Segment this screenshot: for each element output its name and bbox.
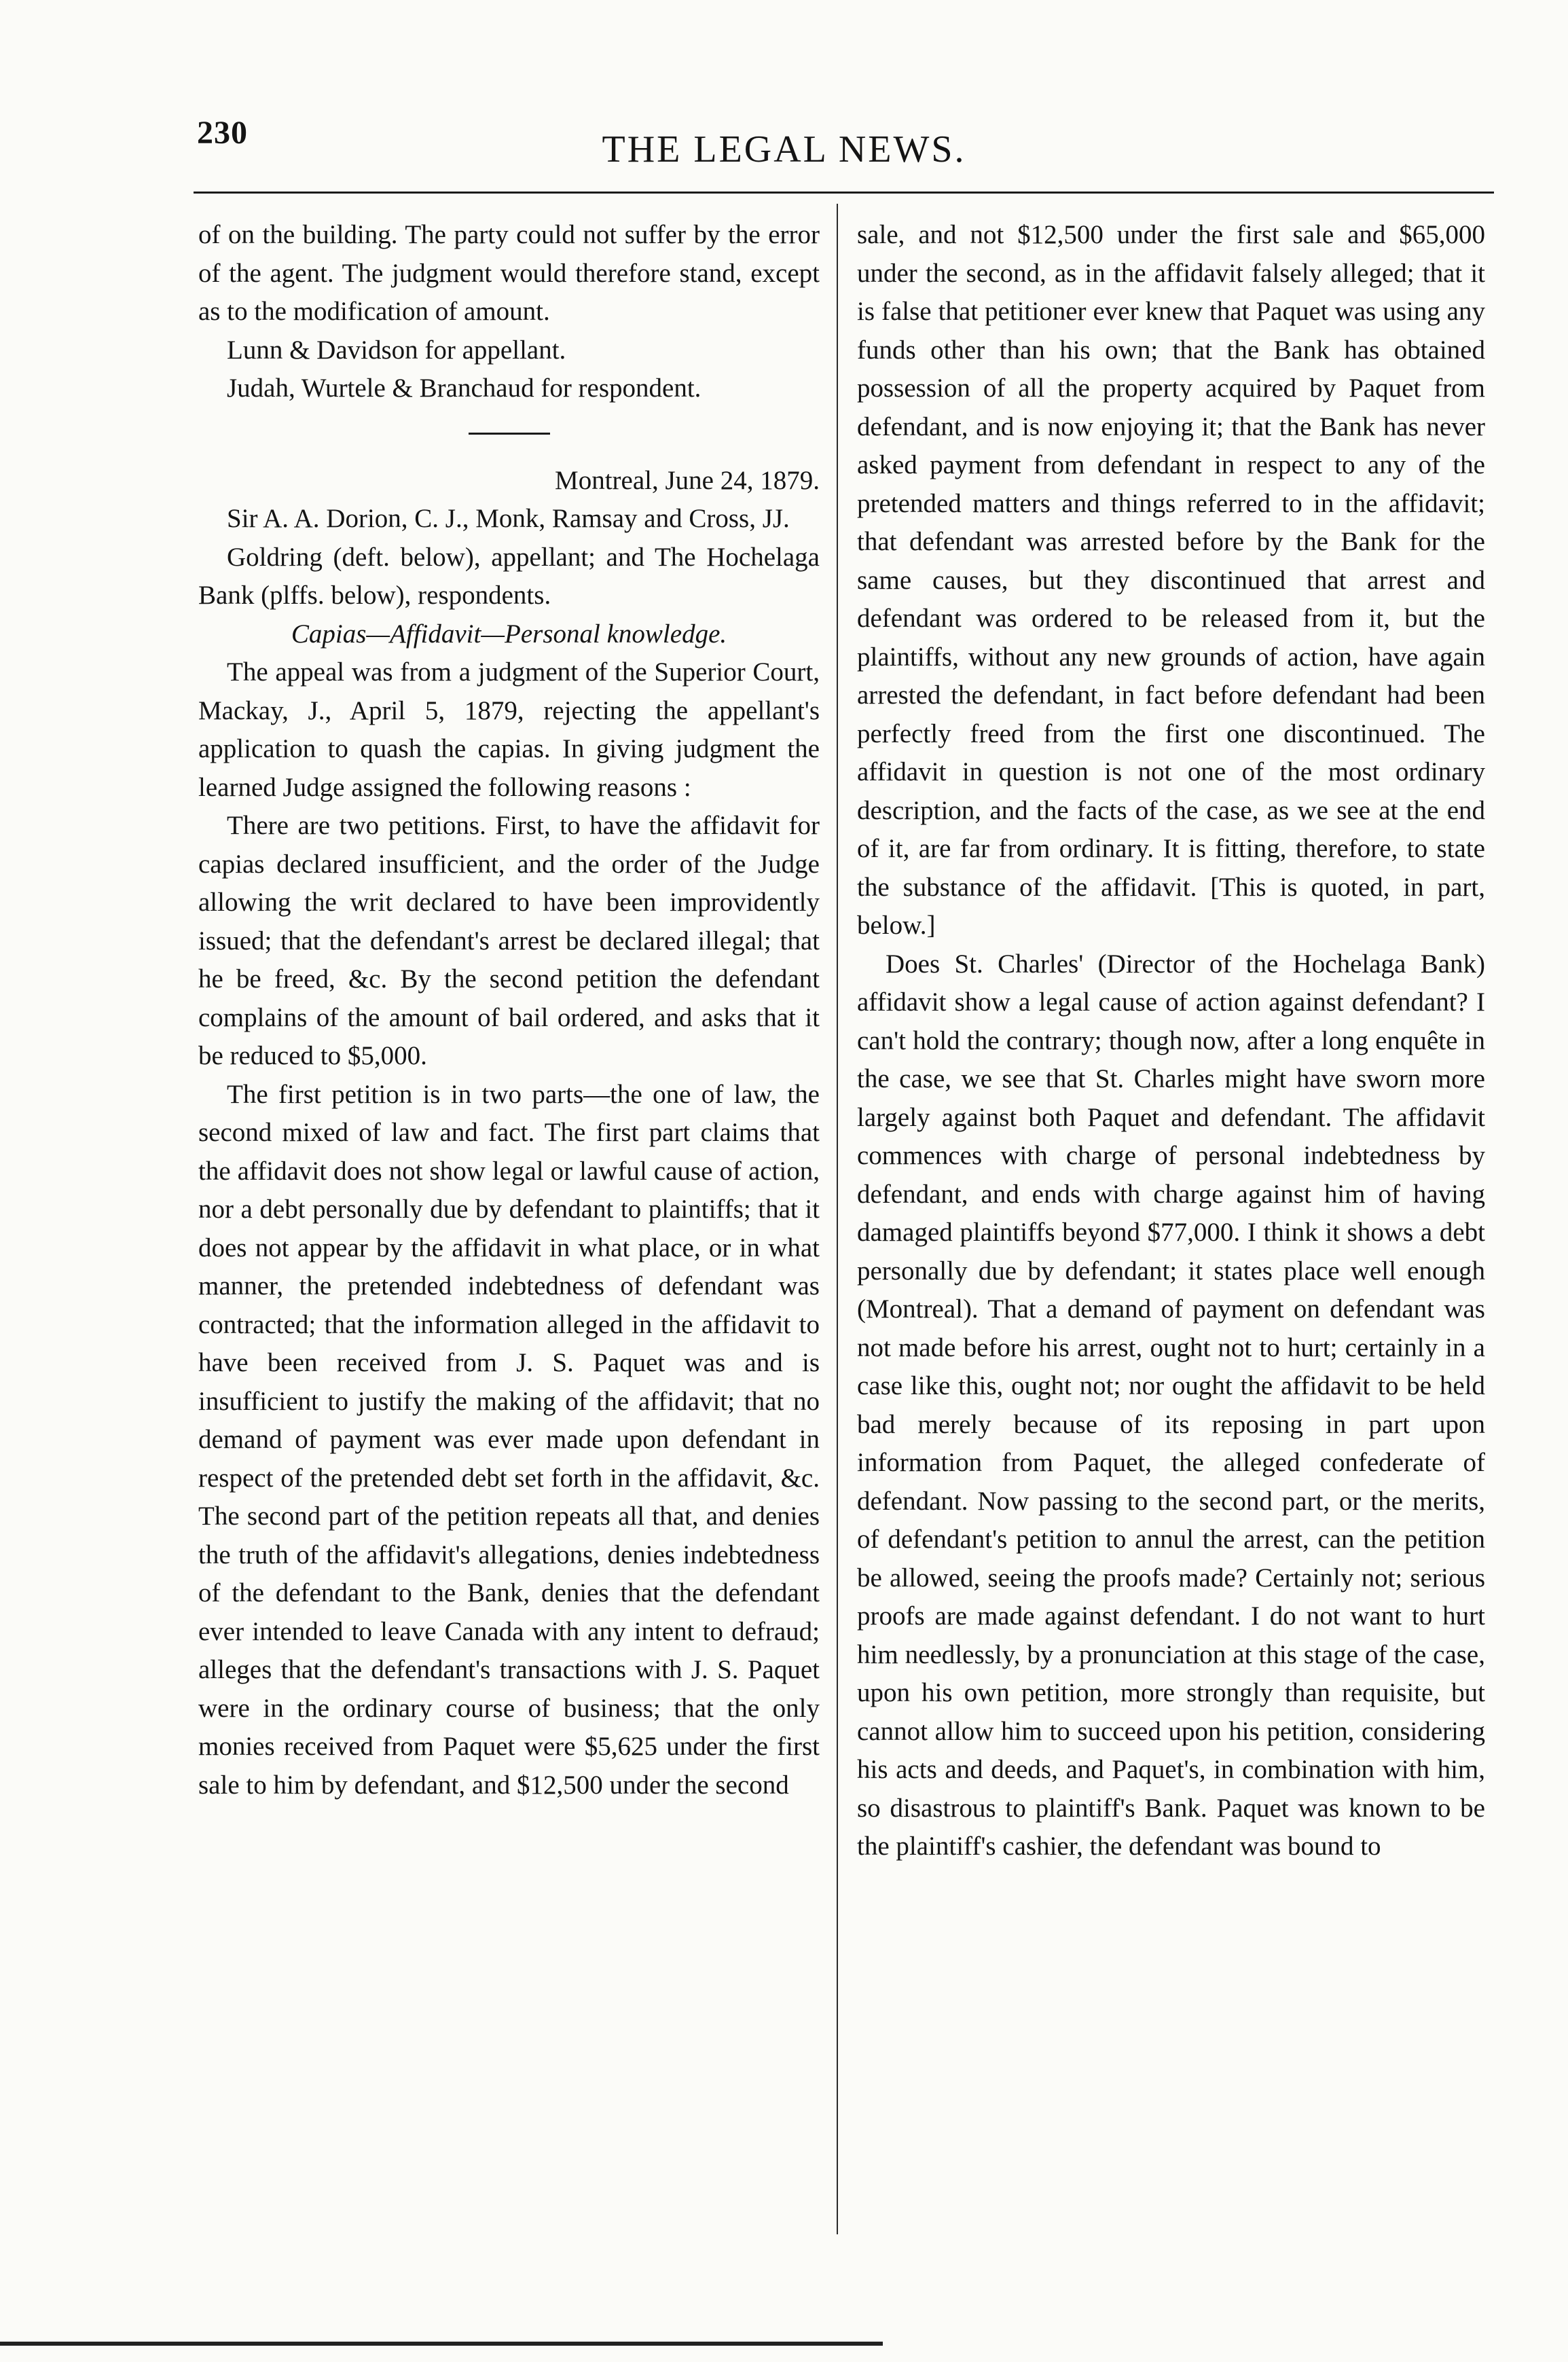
paragraph-appeal: The appeal was from a judgment of the Superior Court, Mackay, J., April 5, 1879, rejecting the appellant's application to quash the capias. In giving judgment the learned Judge assigned the following reasons : xyxy=(198,657,820,802)
page-number: 230 xyxy=(197,115,248,151)
case-parties: Goldring (deft. below), appellant; and The Hochelaga Bank (plffs. below), respondents. xyxy=(198,542,820,610)
bench: Sir A. A. Dorion, C. J., Monk, Ramsay and Cross, JJ. xyxy=(227,504,790,533)
left-column xyxy=(198,216,820,1804)
counsel-appellant: Lunn & Davidson for appellant. xyxy=(227,335,566,365)
bottom-edge xyxy=(0,2342,883,2346)
counsel-respondent: Judah, Wurtele & Branchaud for respondent. xyxy=(227,374,701,403)
right-column xyxy=(857,216,1485,1866)
section-divider xyxy=(469,433,550,435)
continuation-paragraph: sale, and not $12,500 under the first sale and $65,000 under the second, as in the affidavit falsely alleged; that it is false that petitioner ever knew that Paquet was using any funds other than his own; that the Bank has obtained possession of all the property acquired by Paquet from defendant, and is now enjoying it; that the Bank has never asked payment from defendant in respect to any of the pretended matters and things referred to in the affidavit; that defendant was arrested before by the Bank for the same causes, but they discontinued that arrest and defendant was ordered to be released from it, but the plaintiffs, without any new grounds of action, have again arrested the defendant, in fact before defendant had been perfectly freed from the first one discontinued. The affidavit in question is not one of the most ordinary description, and the facts of the case, as we see at the end of it, are far from ordinary. It is fitting, therefore, to state the substance of the affidavit. [This is quoted, in part, below.] xyxy=(857,220,1485,940)
case-dateline: Montreal, June 24, 1879. xyxy=(555,465,820,495)
headnote: Capias—Affidavit—Personal knowledge. xyxy=(291,619,727,649)
column-rule xyxy=(837,204,838,2234)
paragraph-st-charles: Does St. Charles' (Director of the Hochelaga Bank) affidavit show a legal cause of action against defendant? I can't hold the contrary; though now, after a long enquête in the case, we see that St. Charles might have sworn more largely against both Paquet and defendant. The affidavit commences with charge of personal indebtedness by defendant, and ends with charge against him of having damaged plaintiffs beyond $77,000. I think it shows a debt personally due by defendant; it states place well enough (Montreal). That a demand of payment on defendant was not made before his arrest, ought not to hurt; certainly in a case like this, ought not; nor ought the affidavit to be held bad merely because of its reposing in part upon information from Paquet, the alleged confederate of defendant. Now passing to the second part, or the merits, of defendant's petition to annul the arrest, can the petition be allowed, seeing the proofs made? Certainly not; serious proofs are made against defendant. I do not want to hurt him needlessly, by a pronunciation at this stage of the case, upon his own petition, more strongly than requisite, but cannot allow him to succeed upon his petition, considering his acts and deeds, and Paquet's, in combination with him, so disastrous to plaintiff's Bank. Paquet was known to be the plaintiff's cashier, the defendant was bound to xyxy=(857,949,1485,1861)
running-head: THE LEGAL NEWS. xyxy=(602,128,966,170)
paragraph-petitions: There are two petitions. First, to have the affidavit for capias declared insufficient, and the order of the Judge allowing the writ declared to have been improvidently issued; that the defendant's arrest be declared illegal; that he be freed, &c. By the second petition the defendant complains of the amount of bail ordered, and asks that it be reduced to $5,000. xyxy=(198,811,820,1070)
paragraph-first-petition: The first petition is in two parts—the one of law, the second mixed of law and fact. The first part claims that the affidavit does not show legal or lawful cause of action, nor a debt personally due by defendant to plaintiffs; that it does not appear by the affidavit in what place, or in what manner, the pretended indebtedness of defendant was contracted; that the information alleged in the affidavit to have been received from J. S. Paquet was and is insufficient to justify the making of the affidavit; that no demand of payment was ever made upon defendant in respect of the pretended debt set forth in the affidavit, &c. The second part of the petition repeats all that, and denies the truth of the affidavit's allegations, denies indebtedness of the defendant to the Bank, denies that the defendant ever intended to leave Canada with any intent to defraud; alleges that the defendant's transactions with J. S. Paquet were in the ordinary course of business; that the only monies received from Paquet were $5,625 under the first sale to him by defendant, and $12,500 under the second xyxy=(198,1079,820,1800)
header-rule xyxy=(194,192,1494,194)
opening-paragraph: of on the building. The party could not suffer by the error of the agent. The judgment would therefore stand, except as to the modification of amount. xyxy=(198,220,820,326)
